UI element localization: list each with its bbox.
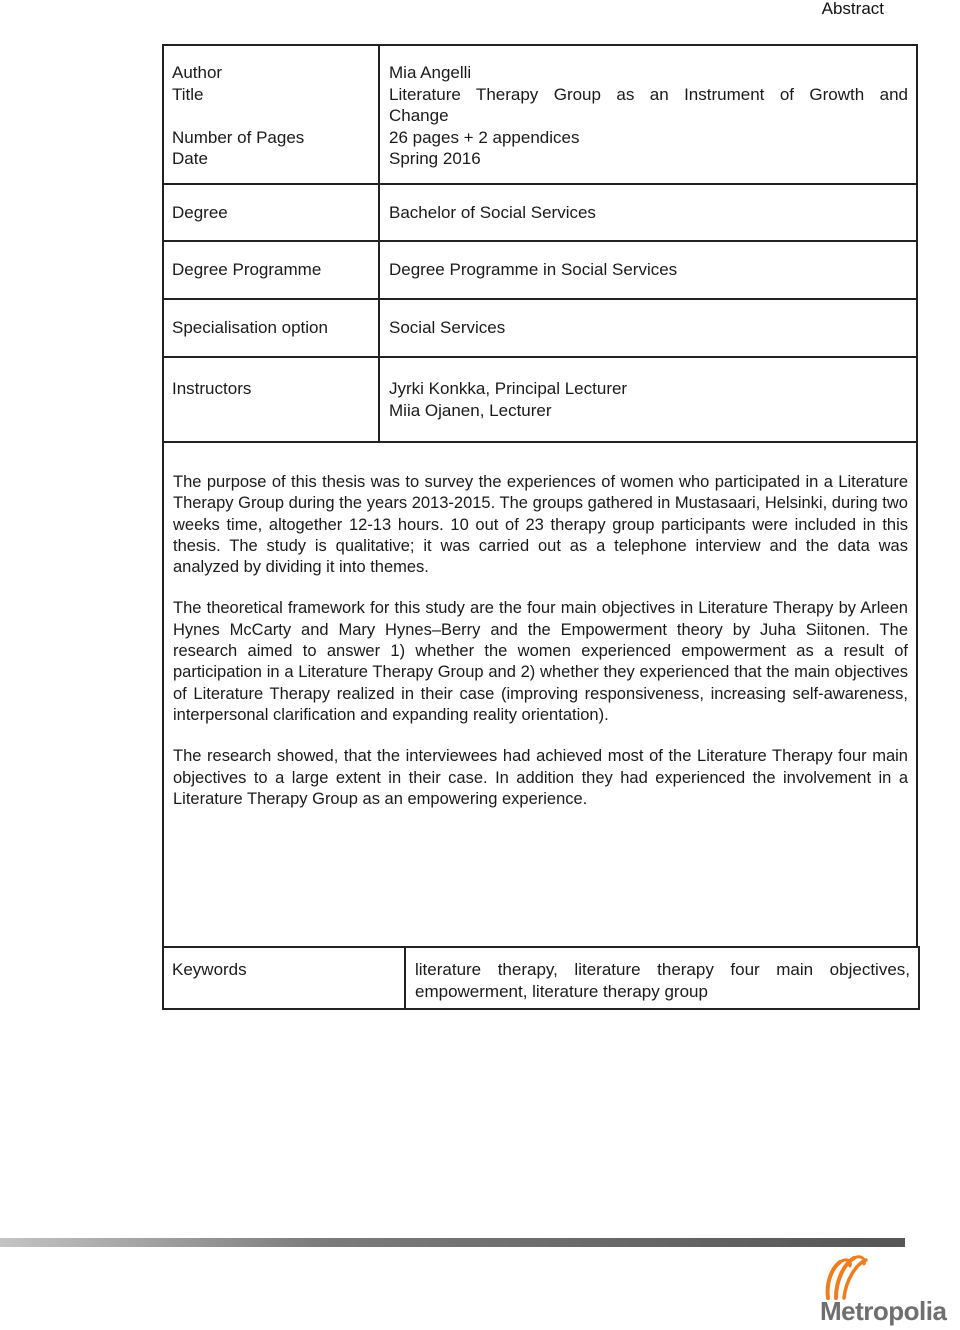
- label-instructors: Instructors: [164, 358, 380, 441]
- value-programme: Degree Programme in Social Services: [389, 260, 678, 280]
- info-row-degree: [164, 185, 916, 242]
- value-title-line1: Literature Therapy Group as an Instrument of Growth and: [389, 84, 908, 104]
- footer-bar: [0, 1238, 905, 1247]
- info-values-top: [380, 46, 916, 183]
- label-spacer: [172, 105, 370, 127]
- label-date: Date: [172, 149, 208, 168]
- abstract-paragraph-1: The purpose of this thesis was to survey the experiences of women who participated in a Literature Therapy Group during the years 2013-2015. The groups gathered in Mustasaari, Helsinki, during two weeks time, altogether 12-13 hours. 10 out of 23 therapy group participants were included in this thesis. The study is qualitative; it was carried out as a telephone interview and the data was analyzed by dividing it into themes.: [173, 473, 908, 577]
- label-degree: Degree: [164, 185, 380, 240]
- metropolia-logo-text: Metropolia: [820, 1296, 947, 1326]
- keywords-box: [162, 946, 920, 1010]
- metropolia-swoosh-icon: [806, 1252, 946, 1302]
- value-specialisation: Social Services: [389, 318, 506, 338]
- value-instructors: [380, 358, 916, 441]
- abstract-body: [164, 443, 916, 810]
- value-date: Spring 2016: [389, 149, 481, 168]
- thesis-info-box: [162, 44, 918, 948]
- info-row-programme: [164, 242, 916, 300]
- abstract-paragraph-3: The research showed, that the interviewees had achieved most of the Literature Therapy four main objectives to a large extent in their case. In addition they had experienced the involvement in a Literature Therapy Group as an empowering experience.: [173, 747, 908, 808]
- keywords-value: literature therapy, literature therapy four main objectives, empowerment, literature therapy group: [415, 960, 910, 1001]
- value-degree: Bachelor of Social Services: [389, 202, 596, 222]
- value-number-of-pages: 26 pages + 2 appendices: [389, 127, 580, 147]
- instructor-1: Jyrki Konkka, Principal Lecturer: [389, 379, 628, 398]
- info-row-instructors: [164, 358, 916, 443]
- label-programme: Degree Programme: [164, 242, 380, 298]
- label-specialisation: Specialisation option: [164, 300, 380, 356]
- label-author: Author: [172, 63, 223, 82]
- instructor-2: Miia Ojanen, Lecturer: [389, 400, 552, 420]
- metropolia-logo: [806, 1252, 946, 1328]
- info-row-author: [164, 46, 916, 185]
- keywords-label: Keywords: [164, 948, 406, 1008]
- abstract-paragraph-2: The theoretical framework for this study are the four main objectives in Literature Therapy by Arleen Hynes McCarty and Mary Hynes–Berry and the Empowerment theory by Juha Siitonen. The research aimed to answer 1) whether the women experienced empowerment as a result of participation in a Literature Therapy Group and 2) whether they experienced that the main objectives of Literature Therapy realized in their case (improving responsiveness, increasing self-awareness, interpersonal clarification and expanding reality orientation).: [173, 599, 908, 724]
- label-number-of-pages: Number of Pages: [172, 127, 305, 147]
- info-labels-top: [164, 46, 380, 183]
- value-title-line2: Change: [389, 106, 449, 125]
- value-author: Mia Angelli: [389, 63, 472, 82]
- page-header-label: Abstract: [821, 0, 884, 18]
- label-title: Title: [172, 84, 204, 104]
- info-row-specialisation: [164, 300, 916, 358]
